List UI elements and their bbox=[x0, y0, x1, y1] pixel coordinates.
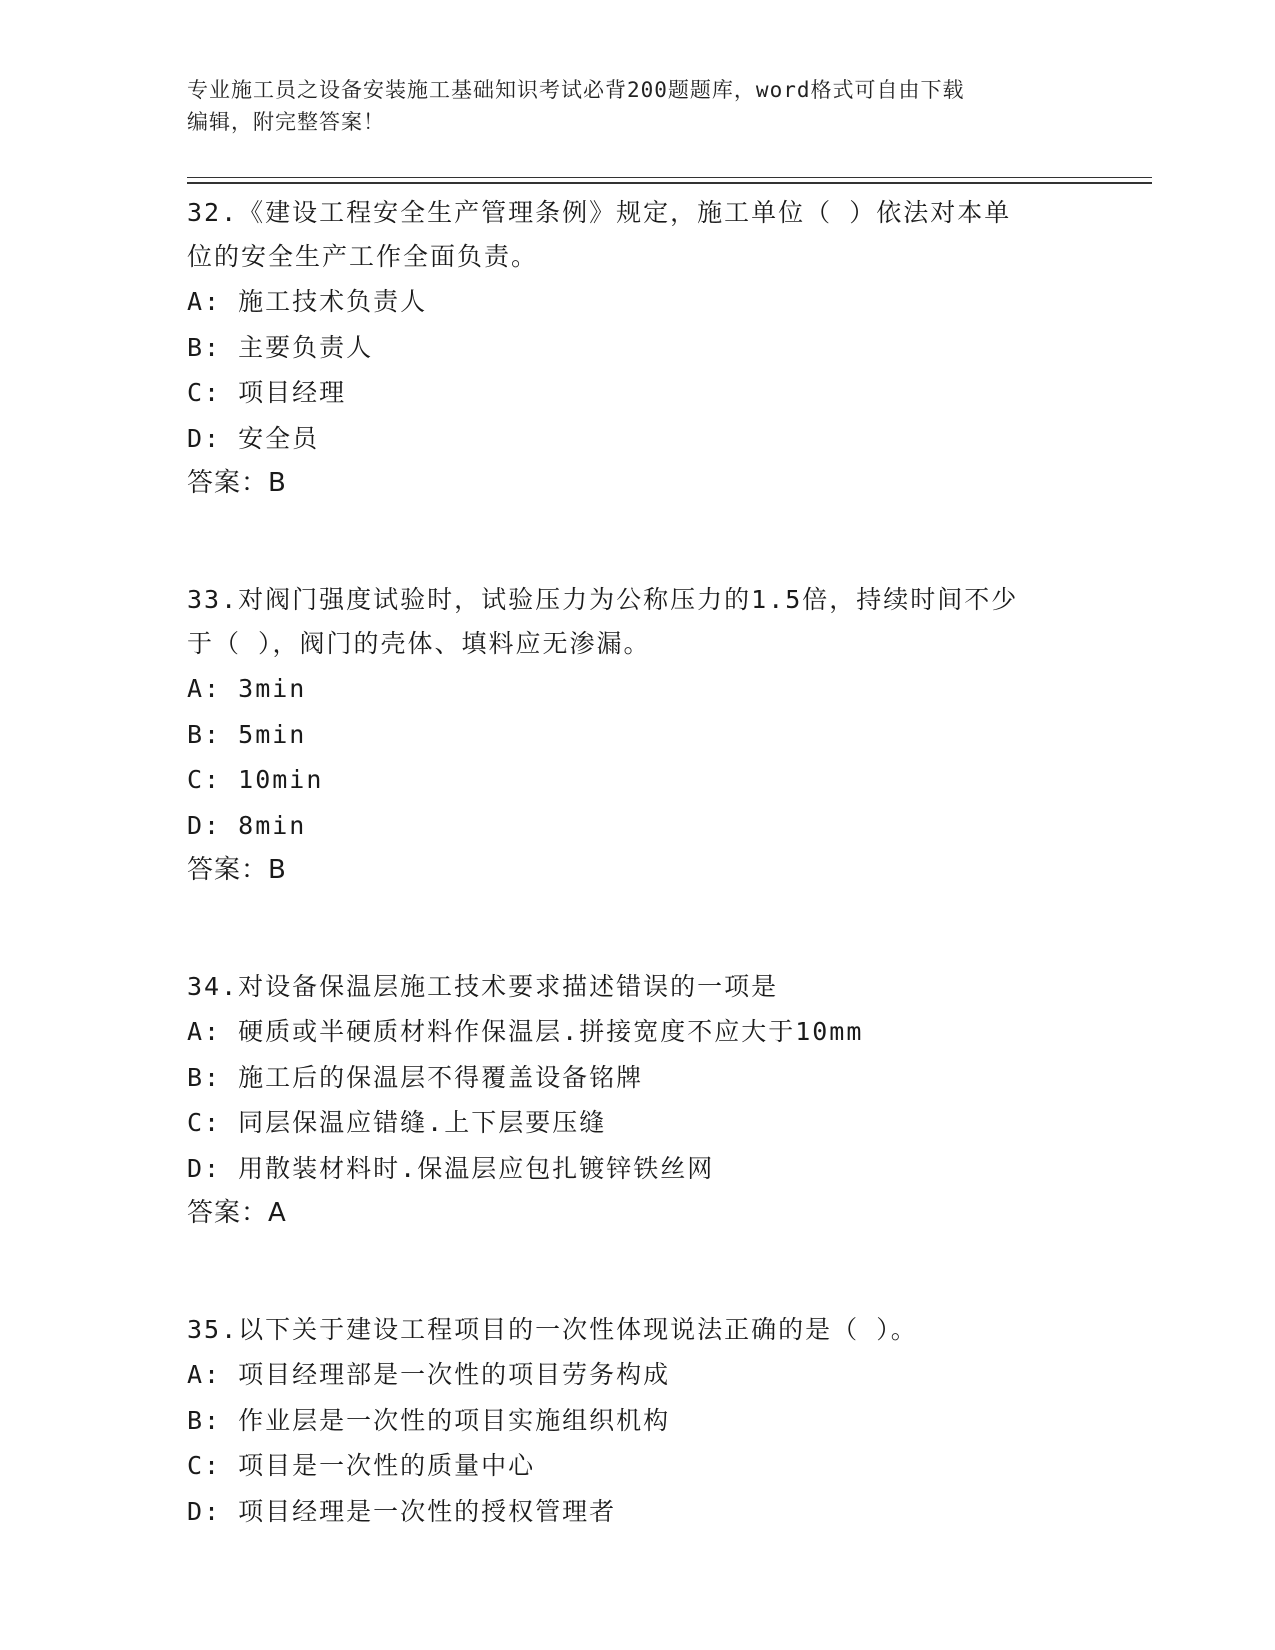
question-spacer bbox=[187, 1236, 1087, 1305]
question-stem bbox=[187, 1305, 1087, 1352]
option-d: D: 项目经理是一次性的授权管理者 bbox=[187, 1496, 617, 1526]
answer-label: 答案：B bbox=[187, 468, 287, 498]
question-32 bbox=[187, 188, 1087, 506]
header-line-2: 编辑，附完整答案！ bbox=[187, 110, 385, 134]
option-c: C: 项目经理 bbox=[187, 378, 347, 407]
option-c: C: 同层保温应错缝.上下层要压缝 bbox=[187, 1108, 607, 1137]
answer-label: 答案：A bbox=[187, 1198, 287, 1228]
option-b: B: 作业层是一次性的项目实施组织机构 bbox=[187, 1405, 671, 1435]
header-line-1: 专业施工员之设备安装施工基础知识考试必背200题题库，word格式可自由下载 bbox=[187, 78, 965, 102]
question-stem bbox=[187, 575, 1087, 666]
question-stem-line-1: 32.《建设工程安全生产管理条例》规定，施工单位（ ）依法对本单 bbox=[187, 198, 1012, 227]
question-stem bbox=[187, 962, 1087, 1009]
option-b: B: 5min bbox=[187, 719, 307, 749]
question-stem bbox=[187, 188, 1087, 279]
question-34 bbox=[187, 962, 1087, 1236]
header-divider-thin bbox=[187, 177, 1152, 178]
header-divider-thick bbox=[187, 182, 1152, 184]
question-list bbox=[187, 188, 1087, 1534]
question-spacer bbox=[187, 893, 1087, 962]
option-a: A: 施工技术负责人 bbox=[187, 287, 428, 316]
option-a: A: 硬质或半硬质材料作保温层.拼接宽度不应大于10mm bbox=[187, 1017, 864, 1046]
option-a: A: 项目经理部是一次性的项目劳务构成 bbox=[187, 1360, 671, 1389]
option-b: B: 主要负责人 bbox=[187, 332, 374, 362]
question-stem-line-1: 35.以下关于建设工程项目的一次性体现说法正确的是（ ）。 bbox=[187, 1315, 918, 1344]
question-spacer bbox=[187, 506, 1087, 575]
option-d: D: 8min bbox=[187, 810, 307, 840]
option-c: C: 10min bbox=[187, 765, 324, 794]
question-stem-line-2: 位的安全生产工作全面负责。 bbox=[187, 242, 539, 271]
option-d: D: 用散装材料时.保温层应包扎镀锌铁丝网 bbox=[187, 1153, 715, 1183]
option-c: C: 项目是一次性的质量中心 bbox=[187, 1451, 536, 1480]
question-stem-line-1: 34.对设备保温层施工技术要求描述错误的一项是 bbox=[187, 972, 779, 1001]
option-a: A: 3min bbox=[187, 674, 307, 703]
question-stem-line-2: 于（ ），阀门的壳体、填料应无渗漏。 bbox=[187, 629, 651, 658]
question-stem-line-1: 33.对阀门强度试验时，试验压力为公称压力的1.5倍，持续时间不少 bbox=[187, 585, 1019, 614]
question-33 bbox=[187, 575, 1087, 893]
answer-label: 答案：B bbox=[187, 855, 287, 885]
question-35 bbox=[187, 1305, 1087, 1534]
option-d: D: 安全员 bbox=[187, 423, 320, 453]
option-b: B: 施工后的保温层不得覆盖设备铭牌 bbox=[187, 1062, 644, 1092]
document-header bbox=[187, 74, 1087, 138]
